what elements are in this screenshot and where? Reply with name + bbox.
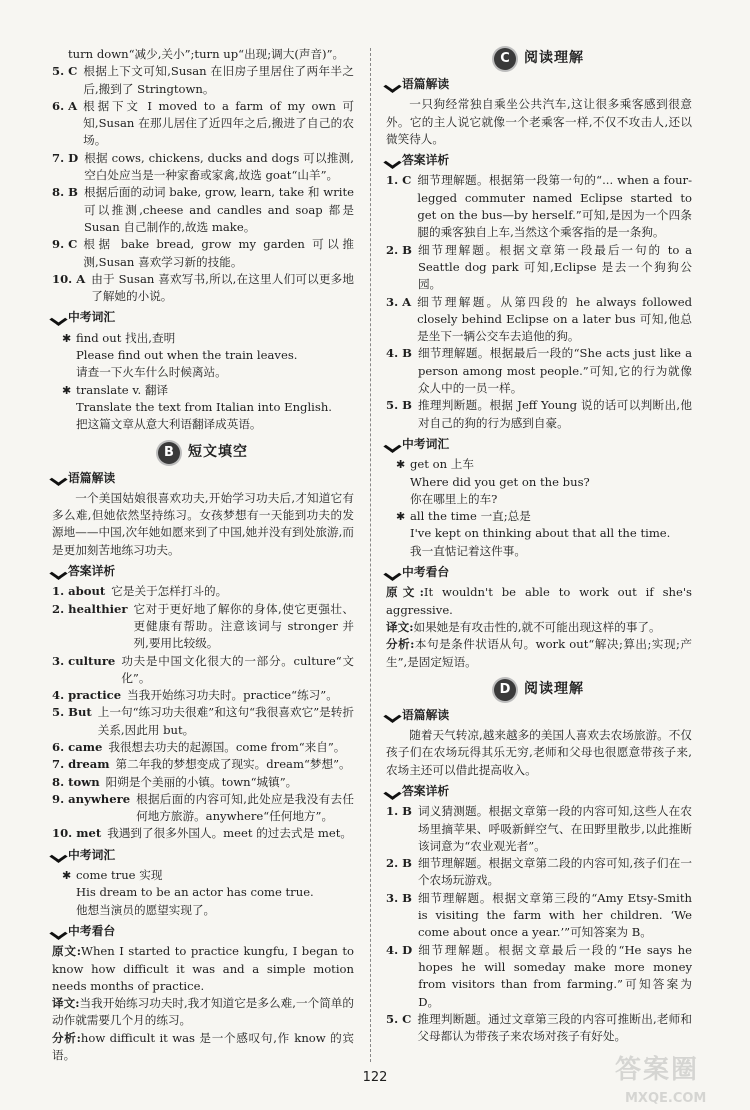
answer-item [52, 825, 354, 842]
item-explanation: 根据 cows, chickens, ducks and dogs 可以推测,空白处应当是一种家畜或家禽,故选 goat“山羊”。 [84, 150, 354, 183]
checkmark-icon [386, 786, 398, 798]
answer-item [386, 242, 692, 294]
answer-item [386, 294, 692, 346]
reading-summary: 一只狗经常独自乘坐公共汽车,这让很多乘客感到很意外。它的主人说它就像一个老乘客一样,不仅不攻击人,还以微笑待人。 [386, 97, 692, 146]
item-number: 7. [52, 757, 69, 772]
item-answer: B [402, 398, 412, 413]
item-explanation: 细节理解题。根据第一段第一句的“... when a four-legged commuter named Eclipse started to get on the bus—by herself.”可知,是因为一个四条腿的乘客独自上车,当然这个乘客指的是一条狗。 [417, 173, 692, 240]
vocab-entry [62, 330, 354, 347]
vocab-example-en: His dream to be an actor has come true. [76, 885, 314, 900]
checkmark-icon [52, 926, 64, 938]
item-number: 3. [386, 294, 403, 309]
item-answer: C [402, 173, 412, 188]
item-explanation: 根据 bake bread, grow my garden 可以推测,Susan 喜欢学习新的技能。 [83, 237, 354, 269]
checkmark-icon [386, 709, 398, 721]
answer-item [386, 890, 692, 942]
vocab-entry [62, 867, 354, 884]
asterisk-icon: ✱ [62, 383, 72, 397]
item-explanation: 根据上下文可知,Susan 在旧房子里居住了两年半之后,搬到了 Stringtown。 [83, 64, 354, 96]
answer-item [52, 150, 354, 185]
item-explanation: 词义猜测题。根据文章第一段的内容可知,这些人在农场里摘苹果、呼吸新鲜空气、在田野里散步,以此推断该词意为“农业观光者”。 [417, 804, 692, 853]
item-number: 8. [52, 774, 69, 789]
item-answer: healthier [68, 601, 128, 616]
watermark-url: MXQE.COM [625, 1091, 707, 1106]
vocab-example-en: Where did you get on the bus? [410, 474, 590, 489]
item-explanation: 根据后面的动词 bake, grow, learn, take 和 write 可以推测,cheese and candles and soap 都是 Susan 自己制作的,故选 make。 [83, 185, 354, 234]
vocab-example-cn: 请查一下火车什么时候离站。 [76, 365, 227, 380]
vocab-heading: 中考词汇 [52, 847, 354, 864]
item-explanation: 细节理解题。根据最后一段的“She acts just like a person among most people.”可知,它的行为就像众人中的一员一样。 [417, 346, 692, 396]
item-answer: C [68, 64, 78, 79]
answer-item [386, 397, 692, 432]
item-number: 2. [52, 601, 69, 616]
item-answer: D [68, 150, 79, 165]
item-answer: culture [68, 653, 116, 668]
answer-item [52, 271, 354, 306]
vocab-heading: 中考词汇 [386, 436, 692, 453]
item-answer: B [402, 346, 412, 361]
item-number: 5. [52, 705, 69, 720]
exam-analysis: 分析:how difficult it was 是一个感叹句,作 know 的宾语。 [52, 1030, 354, 1063]
item-number: 6. [52, 739, 69, 754]
item-number: 10. [52, 826, 77, 841]
vocab-headword: find out 找出,查明 [76, 330, 176, 345]
exam-original: 原文:When I started to practice kungfu, I began to know how difficult it was and a simple motion needs months of practice. [52, 944, 354, 993]
answer-item [52, 791, 354, 826]
answers-heading: 答案详析 [386, 783, 692, 800]
answer-item [52, 601, 354, 653]
answer-item [52, 774, 354, 791]
checkmark-icon [386, 567, 398, 579]
exam-analysis: 分析:本句是条件状语从句。work out“解决;算出;实现;产生”,是固定短语。 [386, 637, 692, 669]
asterisk-icon: ✱ [62, 331, 72, 345]
vocab-entry [62, 382, 354, 399]
item-answer: A [68, 98, 78, 113]
exam-heading: 中考看台 [52, 923, 354, 940]
answer-item [52, 236, 354, 271]
item-number: 5. [386, 398, 403, 413]
reading-summary: 一个美国姑娘很喜欢功夫,开始学习功夫后,才知道它有多么难,但她依然坚持练习。女孩梦想有一天能到功夫的发源地——中国,次年她如愿来到了中国,她并没有到处旅游,而是更加刻苦地练习功夫。 [52, 490, 354, 557]
item-answer: C [68, 237, 78, 252]
item-explanation: 推理判断题。通过文章第三段的内容可推断出,老师和父母都认为带孩子来农场对孩子有好处。 [417, 1011, 692, 1044]
item-explanation: 细节理解题。根据文章第三段的“Amy Etsy-Smith is visiting the farm with her children. ‘We come about once a year.’”可知答案为 B。 [417, 890, 692, 940]
item-answer: about [68, 584, 106, 599]
item-answer: B [68, 185, 78, 200]
checkmark-icon [386, 439, 398, 451]
reading-heading: 语篇解读 [386, 76, 692, 93]
item-number: 2. [386, 242, 403, 257]
vocab-headword: all the time 一直;总是 [410, 509, 531, 524]
exam-heading: 中考看台 [386, 564, 692, 581]
item-number: 3. [52, 653, 69, 668]
left-column [52, 46, 354, 1064]
exam-translation: 译文:当我开始练习功夫时,我才知道它是多么难,一个简单的动作就需要几个月的练习。 [52, 996, 355, 1028]
answer-item [386, 942, 692, 1011]
reading-heading: 语篇解读 [386, 707, 692, 724]
answers-heading: 答案详析 [386, 152, 692, 169]
answer-item [52, 704, 354, 739]
answer-list-top [52, 63, 354, 305]
vocab-entry [396, 508, 692, 525]
item-answer: B [402, 890, 412, 905]
answer-item [52, 756, 354, 773]
item-explanation: 阳朔是个美丽的小镇。town“城镇”。 [105, 774, 298, 789]
answer-item [52, 63, 354, 98]
item-answer: D [402, 942, 413, 957]
item-answer: B [402, 804, 412, 819]
checkmark-icon [386, 79, 398, 91]
item-number: 5. [386, 1011, 403, 1026]
section-c-heading [386, 46, 692, 72]
item-explanation: 根据后面的内容可知,此处应是我没有去任何地方旅游。anywhere“任何地方”。 [136, 791, 354, 824]
vocab-heading: 中考词汇 [52, 309, 354, 326]
answer-item [52, 98, 354, 150]
item-answer: B [402, 242, 412, 257]
section-b-badge: B [158, 442, 180, 464]
section-d-badge: D [494, 679, 516, 701]
item-explanation: 当我开始练习功夫时。practice“练习”。 [127, 688, 338, 703]
exam-translation: 译文:如果她是有攻击性的,就不可能出现这样的事了。 [386, 619, 661, 634]
answer-item [52, 583, 354, 600]
reading-summary: 随着天气转凉,越来越多的美国人喜欢去农场旅游。不仅孩子们在农场玩得其乐无穷,老师和父母也很愿意带孩子来,农场主还可以借此提高收入。 [386, 728, 692, 777]
item-explanation: 根据下文 I moved to a farm of my own 可知,Susan 在那儿居住了近四年之后,搬进了自己的农场。 [83, 98, 354, 148]
item-number: 10. [52, 271, 77, 286]
item-explanation: 细节理解题。根据文章最后一段的“He says he hopes he will someday make more money from visitors than from farming.”可知答案为 D。 [418, 942, 692, 1009]
item-explanation: 它是关于怎样打斗的。 [111, 584, 228, 599]
asterisk-icon: ✱ [396, 510, 406, 524]
item-number: 7. [52, 150, 69, 165]
item-answer: C [402, 1011, 412, 1026]
answer-item [386, 803, 692, 855]
vocab-list [62, 330, 354, 434]
item-answer: anywhere [68, 791, 131, 806]
item-answer: But [68, 705, 92, 720]
section-b-title: 短文填空 [188, 443, 248, 460]
column-divider [370, 48, 371, 1062]
section-d-title: 阅读理解 [524, 681, 584, 698]
right-column [386, 46, 692, 1045]
checkmark-icon [386, 155, 398, 167]
section-b-heading [52, 440, 354, 466]
item-answer: came [68, 739, 103, 754]
item-number: 3. [386, 890, 403, 905]
answer-item [386, 172, 692, 241]
vocab-list [62, 867, 354, 919]
vocab-example-en: Translate the text from Italian into English. [76, 399, 332, 414]
vocab-example-cn: 我一直惦记着这件事。 [410, 543, 526, 558]
item-number: 4. [386, 942, 403, 957]
answer-item [52, 653, 354, 688]
answer-list [386, 803, 692, 1045]
vocab-example-en: Please find out when the train leaves. [76, 348, 298, 363]
item-number: 8. [52, 185, 69, 200]
item-answer: A [402, 294, 412, 309]
answers-heading: 答案详析 [52, 563, 354, 580]
asterisk-icon: ✱ [396, 458, 406, 472]
item-explanation: 我遇到了很多外国人。meet 的过去式是 met。 [107, 826, 352, 841]
page-number: 122 [362, 1070, 388, 1085]
checkmark-icon [52, 472, 64, 484]
item-explanation: 第二年我的梦想变成了现实。dream“梦想”。 [115, 757, 351, 772]
vocab-headword: get on 上车 [410, 457, 474, 472]
item-explanation: 细节理解题。根据文章第二段的内容可知,孩子们在一个农场玩游戏。 [417, 856, 692, 888]
item-number: 4. [52, 688, 69, 703]
item-explanation: 推理判断题。根据 Jeff Young 说的话可以判断出,他对自己的狗的行为感到自豪。 [417, 398, 692, 430]
asterisk-icon: ✱ [62, 869, 72, 883]
vocab-list [396, 456, 692, 560]
item-explanation: 上一句“练习功夫很难”和这句“我很喜欢它”是转折关系,因此用 but。 [97, 705, 354, 737]
item-explanation: 细节理解题。根据文章第一段最后一句的 to a Seattle dog park 可知,Eclipse 是去一个狗狗公园。 [417, 242, 692, 292]
item-number: 5. [52, 64, 69, 79]
answer-item [386, 855, 692, 890]
exam-original: 原文:It wouldn't be able to work out if she's aggressive. [386, 585, 692, 617]
item-explanation: 它对于更好地了解你的身体,使它更强壮、更健康有帮助。注意该词与 stronger 并列,要用比较级。 [133, 601, 354, 651]
answer-item [52, 184, 354, 236]
answer-item [386, 345, 692, 397]
answer-list [386, 172, 692, 431]
item-number: 9. [52, 237, 69, 252]
item-explanation: 细节理解题。从第四段的 he always followed closely behind Eclipse on a later bus 可知,他总是坐下一辆公交车去追他的狗。 [417, 294, 692, 344]
watermark-logo [615, 1055, 735, 1106]
reading-heading: 语篇解读 [52, 470, 354, 487]
item-answer: practice [68, 688, 122, 703]
vocab-headword: translate v. 翻译 [76, 382, 169, 397]
checkmark-icon [52, 566, 64, 578]
item-answer: B [402, 856, 412, 871]
item-answer: town [68, 774, 100, 789]
vocab-entry [396, 456, 692, 473]
watermark-text: 答案圈 [615, 1055, 700, 1085]
answer-item [52, 739, 354, 756]
item-number: 6. [52, 98, 69, 113]
item-number: 9. [52, 791, 69, 806]
answer-list [52, 583, 354, 842]
checkmark-icon [52, 849, 64, 861]
section-d-heading [386, 677, 692, 703]
item-number: 2. [386, 856, 403, 871]
vocab-example-cn: 把这篇文章从意大利语翻译成英语。 [76, 417, 262, 432]
checkmark-icon [52, 312, 64, 324]
item-explanation: 功夫是中国文化很大的一部分。culture“文化”。 [121, 653, 354, 685]
item-explanation: 由于 Susan 喜欢写书,所以,在这里人们可以更多地了解她的小说。 [91, 271, 354, 304]
vocab-example-cn: 他想当演员的愿望实现了。 [76, 902, 216, 917]
item-answer: A [76, 271, 86, 286]
vocab-example-en: I've kept on thinking about that all the time. [410, 526, 671, 541]
item-number: 4. [386, 346, 403, 361]
item-answer: dream [68, 757, 110, 772]
section-c-title: 阅读理解 [524, 50, 584, 67]
item-number: 1. [386, 804, 403, 819]
answer-item [386, 1011, 692, 1046]
answer-item [52, 687, 354, 704]
item-number: 1. [52, 584, 69, 599]
item-number: 1. [386, 173, 403, 188]
section-c-badge: C [494, 48, 516, 70]
item-answer: met [76, 826, 102, 841]
vocab-headword: come true 实现 [76, 868, 163, 883]
vocab-example-cn: 你在哪里上的车? [410, 491, 498, 506]
item-explanation: 我很想去功夫的起源国。come from“来自”。 [108, 739, 346, 754]
intro-line: turn down“减少,关小”;turn up“出现;调大(声音)”。 [68, 47, 345, 61]
